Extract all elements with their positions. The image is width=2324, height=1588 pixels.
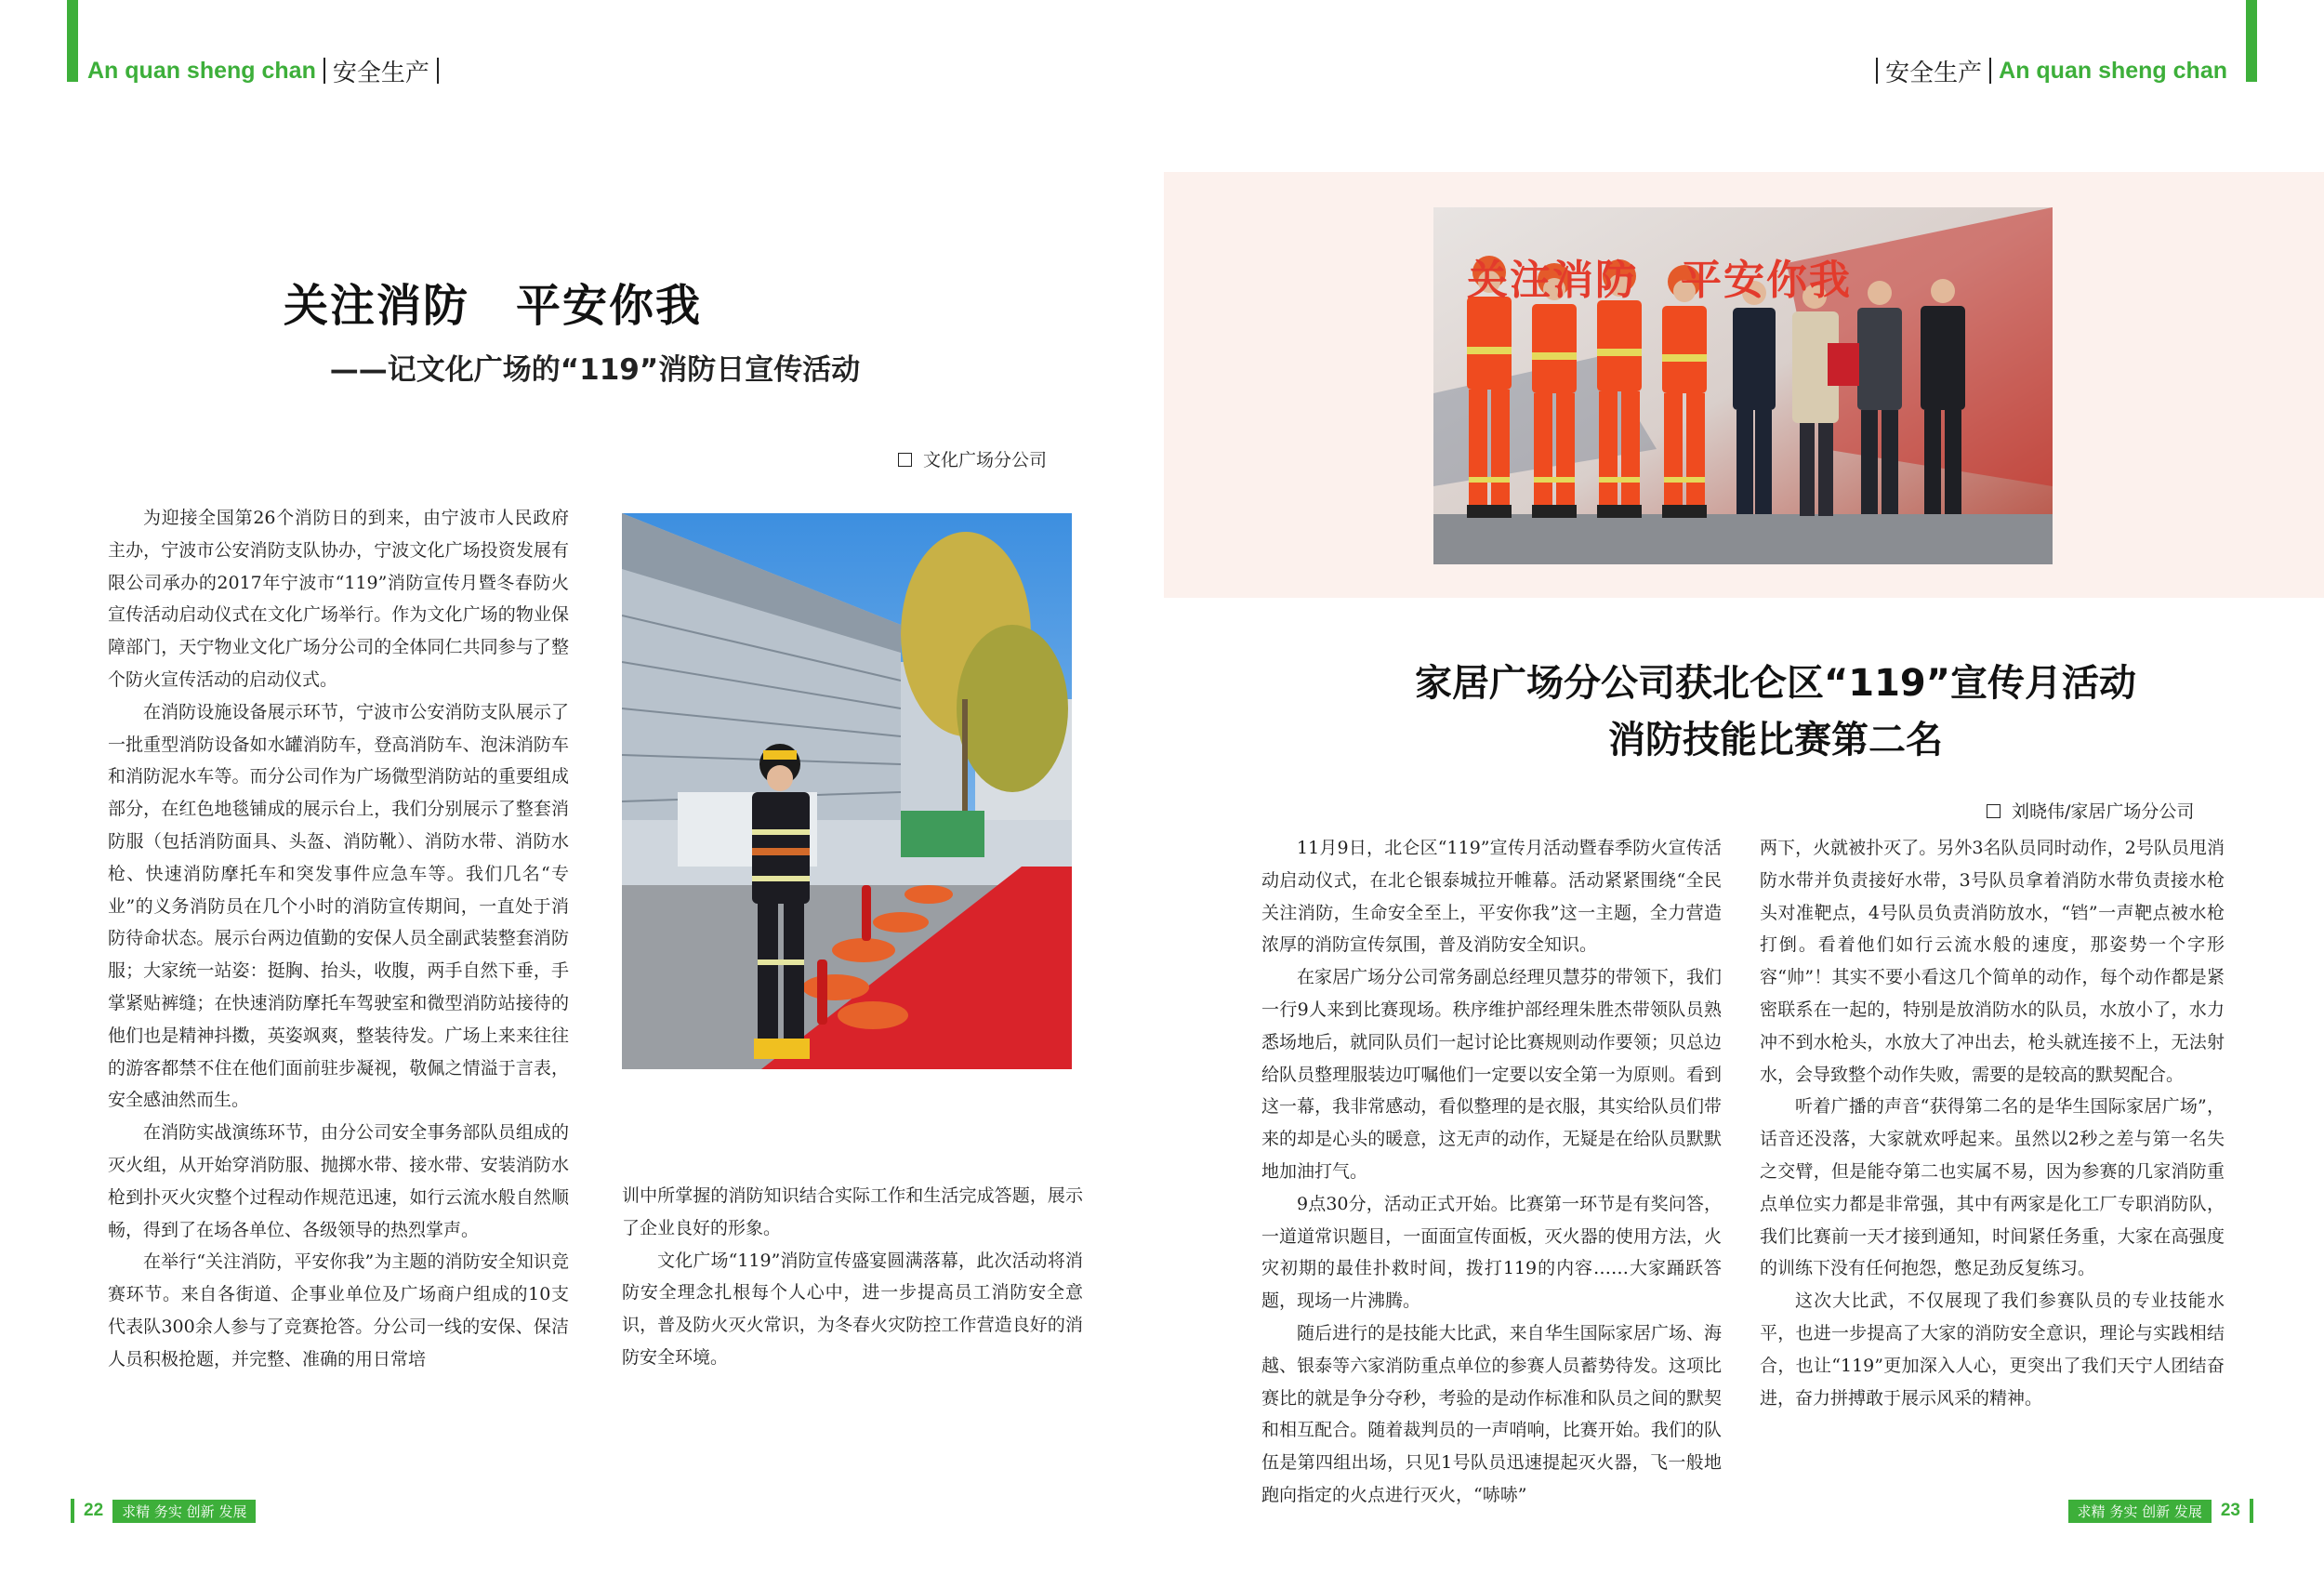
paragraph: 为迎接全国第26个消防日的到来，由宁波市人民政府主办，宁波市公安消防支队协办，宁波文化广场投资发展有限公司承办的2017年宁波市“119”消防宣传月暨冬春防火宣传活动启动仪式在文化广场举行。作为文化广场的物业保障部门，天宁物业文化广场分公司的全体同仁共同参与了整个防火宣传活动的启动仪式。 — [108, 508, 569, 690]
footer-slogan: 求精 务实 创新 发展 — [112, 1500, 256, 1523]
paragraph: 在家居广场分公司常务副总经理贝慧芬的带领下，我们一行9人来到比赛现场。秩序维护部经理朱胜杰带领队员熟悉场地后，就同队员们一起讨论比赛规则动作要领；贝总边给队员整理服装边叮嘱他们一定要以安全第一为原则。看到这一幕，我非常感动，看似整理的是衣服，其实给队员们带来的却是心头的暖意，这无声的动作，无疑是在给队员默默地加油打气。 — [1261, 967, 1722, 1182]
article2-author: 刘晓伟/家居广场分公司 — [2012, 801, 2195, 822]
left-page-green-bar — [67, 0, 78, 82]
article2-byline — [1987, 798, 2194, 823]
header-chinese: 安全生产 — [332, 59, 429, 87]
right-page-green-bar — [2246, 0, 2257, 82]
header-separator — [324, 58, 325, 84]
paragraph: 11月9日，北仑区“119”宣传月活动暨春季防火宣传活动启动仪式，在北仑银泰城拉开帷幕。活动紧紧围绕“全民关注消防，生命安全至上，平安你我”这一主题，全力营造浓厚的消防宣传氛围，普及消防安全知识。 — [1261, 838, 1722, 956]
paragraph: 9点30分，活动正式开始。比赛第一环节是有奖问答，一道道常识题目，一面面宣传面板，灭火器的使用方法，火灾初期的最佳扑救时间，拨打119的内容……大家踊跃答题，现场一片沸腾。 — [1261, 1193, 1722, 1312]
paragraph: 在举行“关注消防，平安你我”为主题的消防安全知识竞赛环节。来自各街道、企事业单位及广场商户组成的10支代表队300余人参与了竞赛抢答。分公司一线的安保、保洁人员积极抢题，并完整、准确的用日常培 — [108, 1251, 569, 1370]
byline-square-icon — [1987, 804, 2000, 818]
paragraph: 这次大比武，不仅展现了我们参赛队员的专业技能水平，也进一步提高了大家的消防安全意识，理论与实践相结合，也让“119”更加深入人心，更突出了我们天宁人团结奋进，奋力拼搏敢于展示风采的精神。 — [1760, 1290, 2225, 1409]
left-page-footer — [71, 1500, 256, 1522]
article1-title: 关注消防 平安你我 — [283, 280, 702, 332]
paragraph: 听着广播的声音“获得第二名的是华生国际家居广场”，话音还没落，大家就欢呼起来。虽然以2秒之差与第一名失之交臂，但是能夺第二也实属不易，因为参赛的几家消防重点单位实力都是非常强，其中有两家是化工厂专职消防队，我们比赛前一天才接到通知，时间紧任务重，大家在高强度的训练下没有任何抱怨，憋足劲反复练习。 — [1760, 1096, 2225, 1279]
paragraph: 文化广场“119”消防宣传盛宴圆满落幕，此次活动将消防安全理念扎根每个人心中，进一步提高员工消防安全意识，普及防火灭火常识，为冬春火灾防控工作营造良好的消防安全环境。 — [622, 1250, 1083, 1368]
paragraph: 训中所掌握的消防知识结合实际工作和生活完成答题，展示了企业良好的形象。 — [622, 1185, 1083, 1238]
right-page-footer — [2068, 1500, 2253, 1522]
left-page-header — [87, 52, 446, 89]
footer-slogan: 求精 务实 创新 发展 — [2068, 1500, 2212, 1523]
footer-green-bar — [2250, 1499, 2253, 1523]
firefighter-street-photo — [622, 513, 1072, 1069]
article1-column-2 — [622, 1180, 1083, 1374]
article1-subtitle: ——记文化广场的“119”消防日宣传活动 — [329, 353, 861, 387]
header-english: An quan sheng chan — [87, 57, 316, 84]
header-separator — [437, 58, 439, 84]
page-number-right: 23 — [2220, 1501, 2240, 1520]
article2-column-2 — [1760, 832, 2225, 1414]
header-english: An quan sheng chan — [1999, 57, 2227, 84]
article2-column-1 — [1261, 832, 1722, 1512]
article1-byline — [898, 446, 1047, 471]
article2-title-line1: 家居广场分公司获北仑区“119”宣传月活动 — [1414, 662, 2137, 705]
article1-author: 文化广场分公司 — [923, 450, 1048, 470]
paragraph: 在消防设施设备展示环节，宁波市公安消防支队展示了一批重型消防设备如水罐消防车，登高消防车、泡沫消防车和消防泥水车等。而分公司作为广场微型消防站的重要组成部分，在红色地毯铺成的展示台上，我们分别展示了整套消防服（包括消防面具、头盔、消防靴）、消防水带、消防水枪、快速消防摩托车和突发事件应急车等。我们几名“专业”的义务消防员在几个小时的消防宣传期间，一直处于消防待命状态。展示台两边值勤的安保人员全副武装整套消防服；大家统一站姿：挺胸、抬头，收腹，两手自然下垂，手掌紧贴裤缝；在快速消防摩托车驾驶室和微型消防站接待的他们也是精神抖擞，英姿飒爽，整装待发。广场上来来往往的游客都禁不住在他们面前驻步凝视，敬佩之情溢于言表，安全感油然而生。 — [108, 701, 569, 1111]
page-number-left: 22 — [84, 1501, 104, 1520]
header-chinese: 安全生产 — [1885, 59, 1983, 87]
right-page-header — [1868, 52, 2227, 89]
header-separator — [1876, 58, 1878, 84]
paragraph: 两下，火就被扑灭了。另外3名队员同时动作，2号队员甩消防水带并负责接好水带，3号队员拿着消防水带负责接水枪头对准靶点，4号队员负责消防放水，“铛”一声靶点被水枪打倒。看着他们如行云流水般的速度，那姿势一个字形容“帅”！其实不要小看这几个简单的动作，每个动作都是紧密联系在一起的，特别是放消防水的队员，水放小了，水力冲不到水枪头，水放大了冲出去，枪头就连接不上，无法射水，会导致整个动作失败，需要的是较高的默契配合。 — [1760, 838, 2225, 1085]
paragraph: 在消防实战演练环节，由分公司安全事务部队员组成的灭火组，从开始穿消防服、抛掷水带、接水带、安装消防水枪到扑灭火灾整个过程动作规范迅速，如行云流水般自然顺畅，得到了在场各单位、各级领导的热烈掌声。 — [108, 1122, 569, 1240]
header-separator — [1989, 58, 1991, 84]
article2-title-line2: 消防技能比赛第二名 — [1608, 719, 1943, 761]
byline-square-icon — [898, 453, 912, 467]
article1-column-1 — [108, 502, 569, 1376]
footer-green-bar — [71, 1499, 74, 1523]
paragraph: 随后进行的是技能大比武，来自华生国际家居广场、海越、银泰等六家消防重点单位的参赛人员蓄势待发。这项比赛比的就是争分夺秒，考验的是动作标准和队员之间的默契和相互配合。随着裁判员的一声哨响，比赛开始。我们的队伍是第四组出场，只见1号队员迅速提起灭火器，飞一般地跑向指定的火点进行灭火，“哧哧” — [1261, 1322, 1722, 1505]
award-ceremony-photo — [1433, 207, 2053, 564]
banner-slogan-text: 关注消防 平安你我 — [1467, 257, 1852, 304]
